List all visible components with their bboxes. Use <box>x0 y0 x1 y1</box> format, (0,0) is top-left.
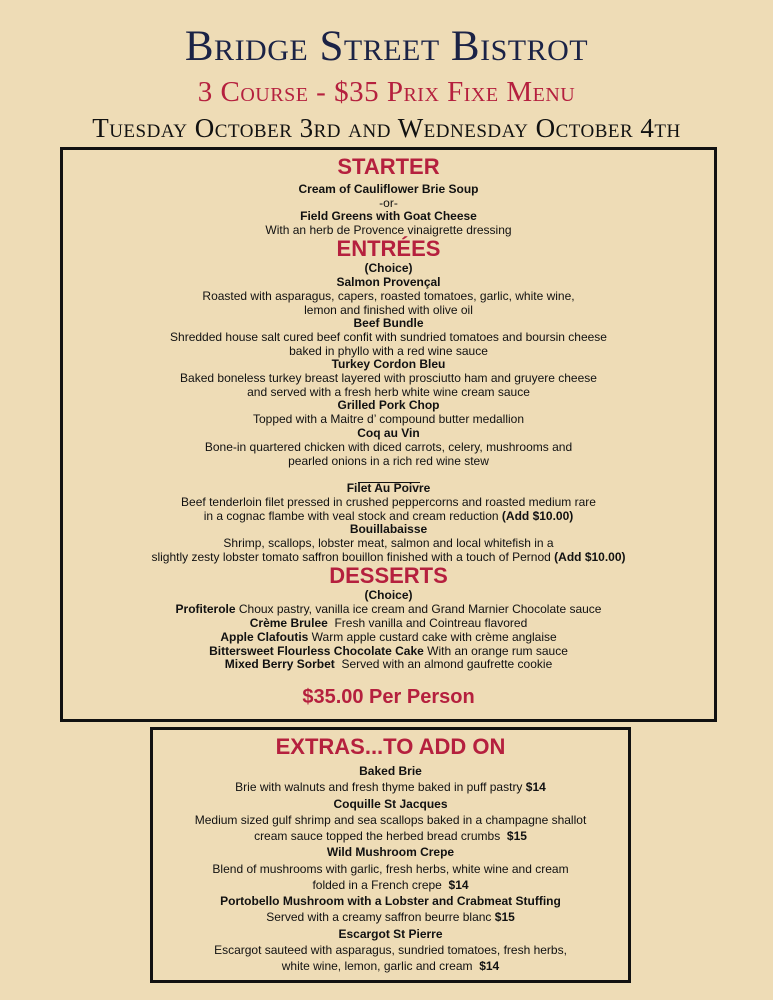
entree-filet-desc-2: in a cognac flambe with veal stock and cream reduction (Add $10.00) <box>203 509 574 523</box>
bouillabaisse-add-price: (Add $10.00) <box>554 550 626 564</box>
starter-heading: STARTER <box>337 154 440 179</box>
dessert-creme-brulee: Crème Brulee Fresh vanilla and Cointreau flavored <box>249 616 528 630</box>
extra-coquille: Coquille St Jacques <box>333 797 448 811</box>
entree-bouillabaisse-desc-2: slightly zesty lobster tomato saffron bouillon finished with a touch of Pernod (Add $10.00) <box>151 550 626 564</box>
entree-turkey: Turkey Cordon Bleu <box>331 357 446 371</box>
dessert-chocolate-cake: Bittersweet Flourless Chocolate Cake With an orange rum sauce <box>209 644 568 658</box>
extra-mushroom-crepe-desc-2: folded in a French crepe $14 <box>312 878 469 892</box>
entree-pork-desc: Topped with a Maitre d’ compound butter medallion <box>252 412 525 426</box>
extra-portobello-price: $15 <box>494 910 515 924</box>
entree-salmon: Salmon Provençal <box>336 275 441 289</box>
starter-item-soup: Cream of Cauliflower Brie Soup <box>298 182 479 196</box>
entree-turkey-desc-1: Baked boneless turkey breast layered with prosciutto ham and gruyere cheese <box>180 371 597 385</box>
entree-bouillabaisse-desc-1: Shrimp, scallops, lobster meat, salmon and local whitefish in a <box>223 536 554 550</box>
desserts-heading: DESSERTS <box>329 563 448 588</box>
extra-baked-brie-price: $14 <box>525 780 546 794</box>
entree-filet: Filet Au Poivre <box>346 481 431 495</box>
extra-baked-brie-desc: Brie with walnuts and fresh thyme baked in puff pastry $14 <box>235 780 546 794</box>
entrees-heading: ENTRÉES <box>336 236 441 261</box>
extra-mushroom-crepe: Wild Mushroom Crepe <box>326 845 455 859</box>
extra-mushroom-crepe-price: $14 <box>448 878 469 892</box>
entree-salmon-desc-2: lemon and finished with olive oil <box>304 303 473 317</box>
extra-escargot-price: $14 <box>479 959 500 973</box>
extra-escargot-desc-1: Escargot sauteed with asparagus, sundried tomatoes, fresh herbs, <box>214 943 567 957</box>
dessert-sorbet: Mixed Berry Sorbet Served with an almond gaufrette cookie <box>224 657 553 671</box>
entree-pork: Grilled Pork Chop <box>337 398 440 412</box>
entree-beef: Beef Bundle <box>353 316 424 330</box>
entrees-choice: (Choice) <box>364 261 413 275</box>
entree-bouillabaisse: Bouillabaisse <box>349 522 428 536</box>
extras-heading: EXTRAS...TO ADD ON <box>275 734 506 759</box>
starter-or: -or- <box>379 196 398 210</box>
extras-box <box>150 727 631 983</box>
extra-escargot-desc-2: white wine, lemon, garlic and cream $14 <box>281 959 500 973</box>
desserts-choice: (Choice) <box>364 588 413 602</box>
extra-escargot: Escargot St Pierre <box>338 927 443 941</box>
entree-turkey-desc-2: and served with a fresh herb white wine cream sauce <box>247 385 530 399</box>
extra-coquille-desc-2: cream sauce topped the herbed bread crumbs $15 <box>254 829 527 843</box>
extra-portobello-desc: Served with a creamy saffron beurre blanc $15 <box>266 910 515 924</box>
menu-dates: Tuesday October 3rd and Wednesday October 4th <box>92 113 681 143</box>
menu-subtitle: 3 Course - $35 Prix Fixe Menu <box>197 76 576 108</box>
extra-baked-brie: Baked Brie <box>359 764 422 778</box>
extra-portobello: Portobello Mushroom with a Lobster and Crabmeat Stuffing <box>220 894 561 908</box>
entree-coq: Coq au Vin <box>357 426 420 440</box>
prix-fixe-menu-box <box>60 147 717 722</box>
extra-coquille-desc-1: Medium sized gulf shrimp and sea scallops baked in a champagne shallot <box>194 813 587 827</box>
dessert-profiterole: Profiterole Choux pastry, vanilla ice cream and Grand Marnier Chocolate sauce <box>175 602 602 616</box>
restaurant-title: Bridge Street Bistrot <box>184 23 589 70</box>
entree-beef-desc-1: Shredded house salt cured beef confit with sundried tomatoes and boursin cheese <box>170 330 607 344</box>
entree-filet-desc-1: Beef tenderloin filet pressed in crushed peppercorns and roasted medium rare <box>181 495 596 509</box>
dessert-apple-clafoutis: Apple Clafoutis Warm apple custard cake with crème anglaise <box>220 630 557 644</box>
extra-mushroom-crepe-desc-1: Blend of mushrooms with garlic, fresh herbs, white wine and cream <box>212 862 569 876</box>
extra-coquille-price: $15 <box>506 829 527 843</box>
starter-item-greens-desc: With an herb de Provence vinaigrette dressing <box>265 223 512 237</box>
entree-coq-desc-1: Bone-in quartered chicken with diced carrots, celery, mushrooms and <box>204 440 573 454</box>
entree-salmon-desc-1: Roasted with asparagus, capers, roasted tomatoes, garlic, white wine, <box>202 289 575 303</box>
filet-add-price: (Add $10.00) <box>501 509 574 523</box>
entree-coq-desc-2: pearled onions in a rich red wine stew <box>288 454 489 468</box>
starter-item-greens: Field Greens with Goat Cheese <box>300 209 477 223</box>
entree-beef-desc-2: baked in phyllo with a red wine sauce <box>289 344 488 358</box>
price-per-person: $35.00 Per Person <box>302 686 475 708</box>
